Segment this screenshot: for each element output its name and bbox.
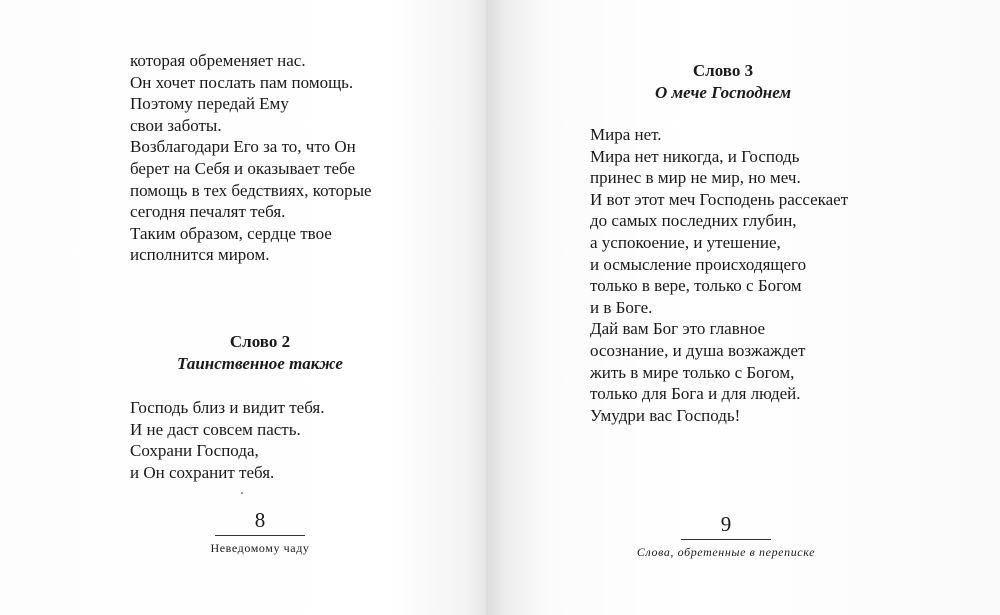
text-line: которая обременяет нас. [130, 51, 306, 70]
text-line: Мира нет никогда, и Господь [590, 146, 800, 166]
text-line: только для Бога и для людей. [590, 384, 801, 404]
text-line: осознание, и душа возжаждет [590, 340, 806, 360]
folio-rule [681, 539, 771, 540]
text-line: Таким образом, сердце твое [130, 223, 332, 243]
text-line: только в вере, только с Богом [590, 276, 802, 296]
text-line: и осмысление происходящего [590, 254, 807, 274]
text-line: Мира нет. [590, 125, 662, 144]
text-line: Поэтому передай Ему [130, 94, 289, 114]
text-line: Возблагодари Его за то, что Он [130, 137, 356, 157]
section-subtitle: Таинственное также [177, 354, 343, 373]
text-line: Сохрани Господа, [130, 441, 259, 461]
left-section-heading [130, 331, 390, 375]
text-line: И вот этот меч Господень рассекает [590, 189, 849, 209]
page-number: 9 [720, 512, 732, 536]
right-section-body [590, 124, 848, 426]
text-line: и Он сохранит тебя. [130, 462, 275, 482]
text-line: а успокоение, и утешение, [590, 232, 781, 252]
right-page [486, 0, 1000, 615]
text-line: Дай вам Бог это главное [590, 319, 766, 339]
text-line: жить в мире только с Богом, [590, 362, 795, 382]
text-line: И не даст совсем пасть. [130, 419, 301, 439]
right-section-heading [603, 60, 843, 104]
right-folio [606, 513, 846, 560]
text-line: принес в мир не мир, но меч. [590, 168, 801, 188]
page-number: 8 [254, 508, 266, 532]
text-line: Господь близ и видит тебя. [130, 398, 325, 417]
section-title: Слово 3 [692, 61, 754, 80]
left-page [0, 0, 486, 615]
text-line: до самых последних глубин, [590, 211, 797, 231]
text-line: исполнится миром. [130, 245, 270, 265]
text-line: берет на Себя и оказывает тебе [130, 158, 356, 178]
text-line: и в Боге. [590, 297, 653, 317]
text-line: свои заботы. [130, 115, 222, 135]
text-line: Он хочет послать пам помощь. [130, 72, 354, 92]
left-section-body [130, 397, 325, 483]
text-line: сегодня печалят тебя. [130, 202, 286, 222]
text-line: помощь в тех бедствиях, которые [130, 180, 372, 200]
text-line: Умудри вас Господь! [590, 405, 741, 425]
left-folio [190, 509, 330, 556]
decorative-dot [241, 492, 243, 494]
section-subtitle: О мече Господнем [654, 83, 792, 102]
running-footer: Неведомому чаду [210, 541, 310, 555]
left-top-paragraph [130, 50, 372, 266]
running-footer: Слова, обретенные в переписке [636, 545, 816, 559]
folio-rule [215, 535, 305, 536]
section-title: Слово 2 [229, 332, 291, 351]
